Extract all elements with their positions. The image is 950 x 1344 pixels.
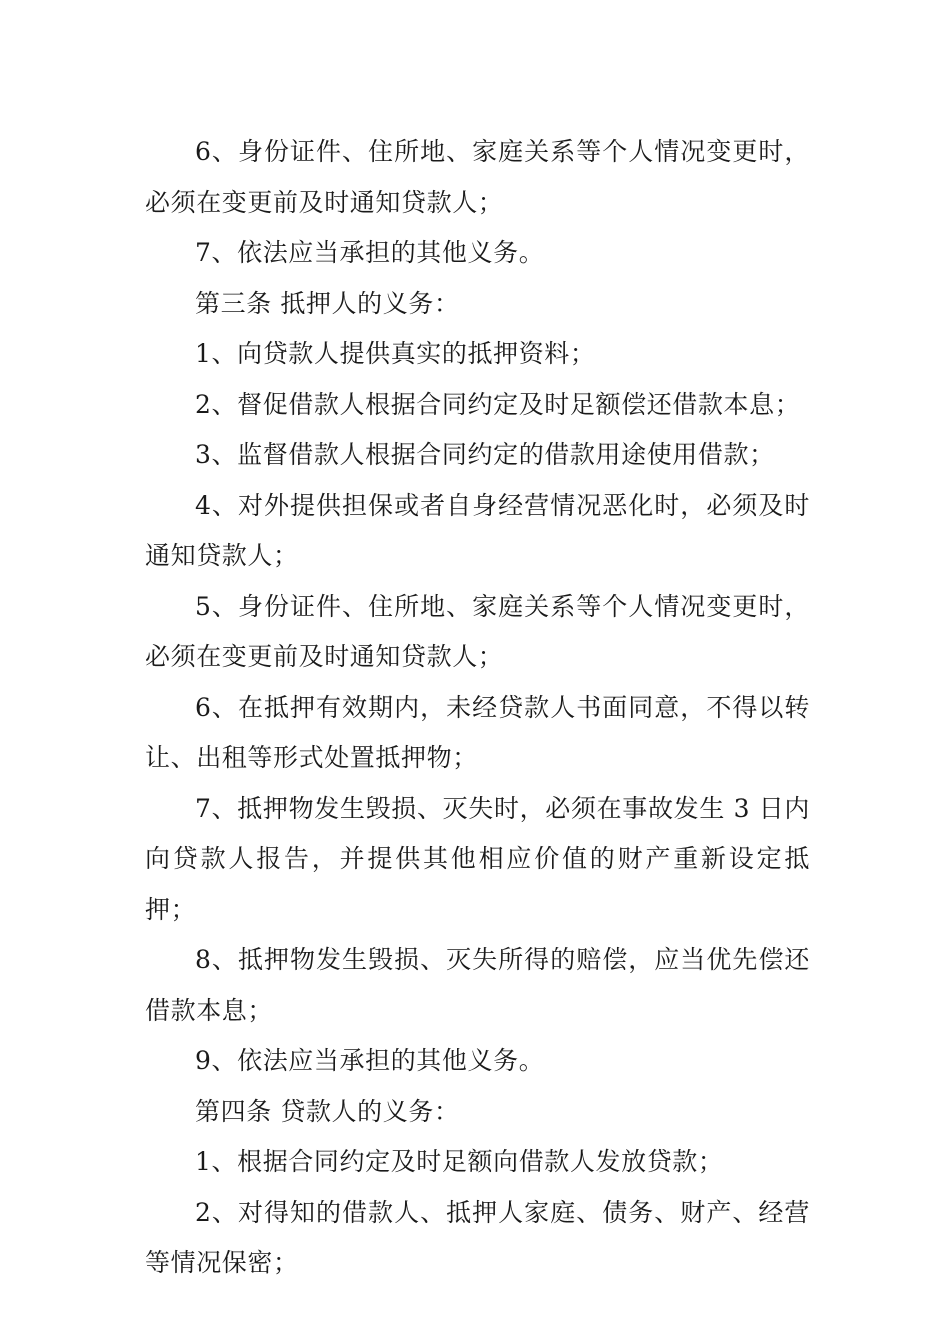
paragraph-mortgagor-item-4: 4、对外提供担保或者自身经营情况恶化时，必须及时通知贷款人；: [145, 490, 810, 570]
section-heading-article-3: 第三条 抵押人的义务：: [195, 288, 460, 318]
paragraph-mortgagor-item-9: 9、依法应当承担的其他义务。: [195, 1046, 545, 1075]
paragraph-borrower-item-6: 6、身份证件、住所地、家庭关系等个人情况变更时，必须在变更前及时通知贷款人；: [145, 137, 810, 217]
paragraph-mortgagor-item-6: 6、在抵押有效期内，未经贷款人书面同意，不得以转让、出租等形式处置抵押物；: [145, 692, 810, 772]
paragraph-mortgagor-item-8: 8、抵押物发生毁损、灭失所得的赔偿，应当优先偿还借款本息；: [145, 945, 810, 1025]
paragraph-mortgagor-item-2: 2、督促借款人根据合同约定及时足额偿还借款本息；: [195, 389, 801, 419]
section-heading-article-4: 第四条 贷款人的义务：: [195, 1096, 460, 1126]
paragraph-mortgagor-item-7: 7、抵押物发生毁损、灭失时，必须在事故发生 3 日内向贷款人报告，并提供其他相应价值的财产重新设定抵押；: [145, 793, 810, 924]
paragraph-borrower-item-7: 7、依法应当承担的其他义务。: [195, 238, 545, 267]
paragraph-mortgagor-item-5: 5、身份证件、住所地、家庭关系等个人情况变更时，必须在变更前及时通知贷款人；: [145, 591, 810, 671]
paragraph-mortgagor-item-1: 1、向贷款人提供真实的抵押资料；: [195, 339, 596, 368]
paragraph-lender-item-1: 1、根据合同约定及时足额向借款人发放贷款；: [195, 1147, 724, 1176]
document-body: [145, 127, 810, 1289]
paragraph-mortgagor-item-3: 3、监督借款人根据合同约定的借款用途使用借款；: [195, 440, 775, 469]
paragraph-lender-item-2: 2、对得知的借款人、抵押人家庭、债务、财产、经营等情况保密；: [145, 1197, 810, 1277]
